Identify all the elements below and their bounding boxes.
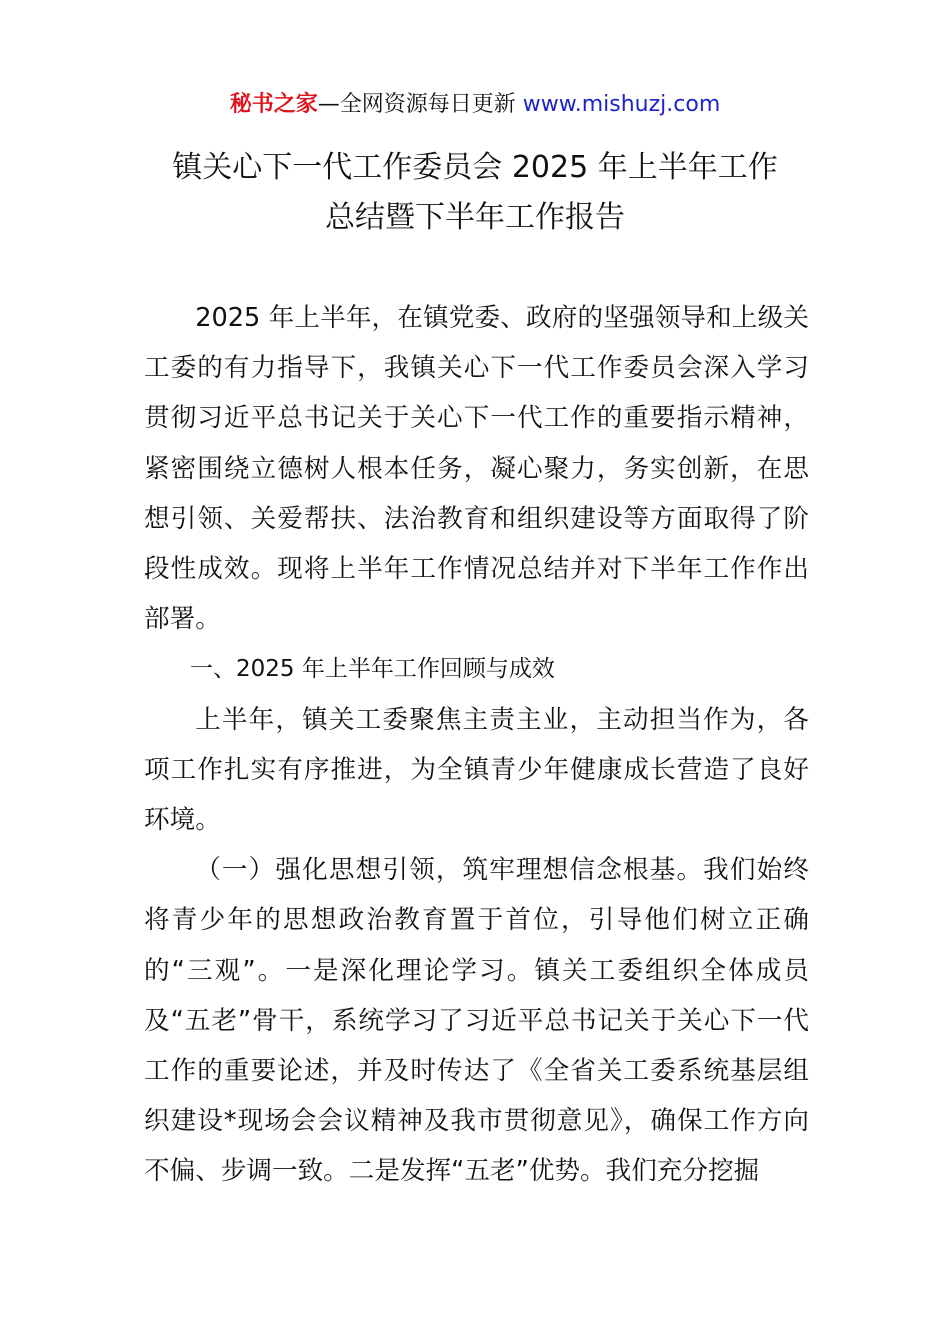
body-paragraph: 上半年，镇关工委聚焦主责主业，主动担当作为，各项工作扎实有序推进，为全镇青少年健康成长营造了良好环境。 — [144, 704, 809, 836]
site-tagline: —全网资源每日更新 — [317, 92, 523, 117]
body-paragraph: （一）强化思想引领，筑牢理想信念根基。我们始终将青少年的思想政治教育置于首位，引导他们树立正确的“三观”。一是深化理论学习。镇关工委组织全体成员及“五老”骨干，系统学习了习近平总书记关于关心下一代工作的重要论述，并及时传达了《全省关工委系统基层组织建设*现场会会议精神及我市贯彻意见》，确保工作方向不偏、步调一致。二是发挥“五老”优势。我们充分挖掘 — [144, 855, 809, 1187]
document-body — [144, 293, 809, 1197]
site-header — [0, 88, 950, 122]
document-title-line-1: 镇关心下一代工作委员会 2025 年上半年工作 — [172, 150, 778, 185]
site-url-link[interactable]: www.mishuzj.com — [522, 92, 721, 117]
site-brand: 秘书之家 — [229, 92, 318, 117]
document-title-line-2: 总结暨下半年工作报告 — [325, 200, 625, 235]
intro-paragraph: 2025 年上半年，在镇党委、政府的坚强领导和上级关工委的有力指导下，我镇关心下一代工作委员会深入学习贯彻习近平总书记关于关心下一代工作的重要指示精神，紧密围绕立德树人根本任务，凝心聚力，务实创新，在思想引领、关爱帮扶、法治教育和组织建设等方面取得了阶段性成效。现将上半年工作情况总结并对下半年工作作出部署。 — [144, 303, 809, 635]
section-heading: 一、2025 年上半年工作回顾与成效 — [190, 656, 555, 683]
